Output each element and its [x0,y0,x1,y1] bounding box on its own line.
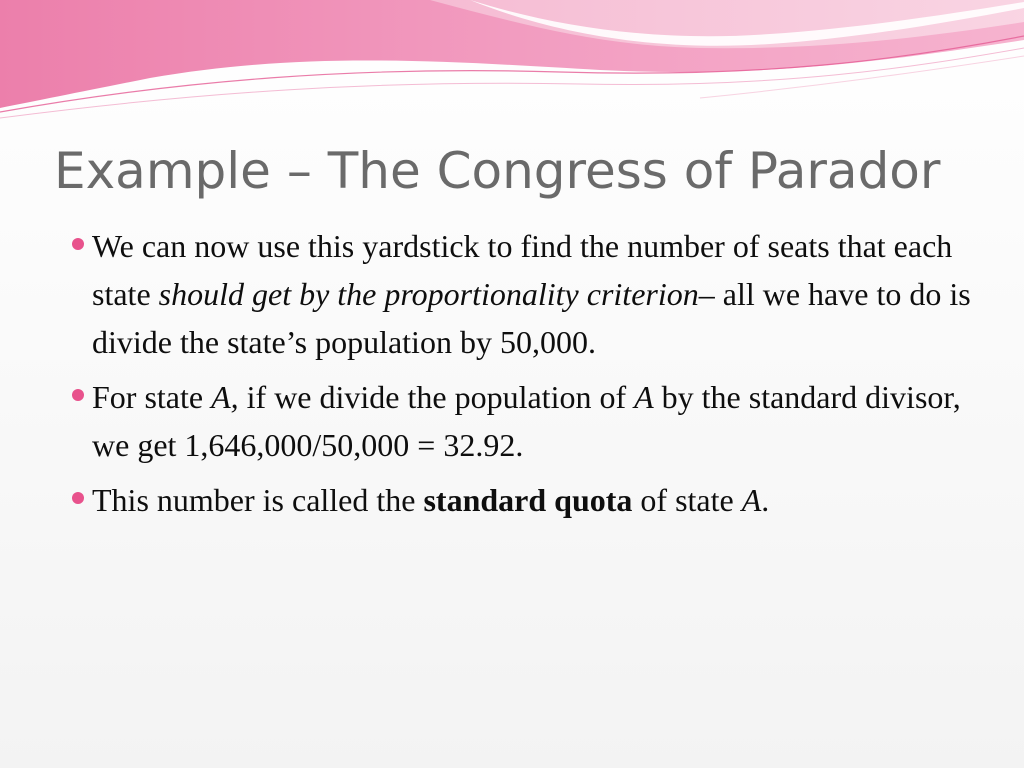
slide-title: Example – The Congress of Parador [54,142,941,200]
bullet-list [72,222,972,531]
bullet-item [72,373,972,469]
bullet-dot-icon [72,238,84,250]
bullet-text-segment: standard quota [423,482,633,518]
bullet-text-segment: – all we have to do is divide the state’s population by 50,000. [92,276,971,360]
bullet-dot-icon [72,492,84,504]
bullet-text-segment: A, [211,379,239,415]
bullet-text-segment: We can now use this yardstick to find the number of seats that each state [92,228,953,312]
bullet-text-segment: by the standard divisor, we get 1,646,000/50,000 = 32.92. [92,379,961,463]
bullet-item [72,222,972,366]
bullet-text-segment: should get by the proportionality criterion [158,276,699,312]
bullet-text-segment: This number is called the [92,482,424,518]
bullet-text-segment: . [761,482,770,518]
bullet-text-segment: of state [632,482,742,518]
bullet-item [72,476,972,524]
bullet-text-segment: For state [92,379,212,415]
bullet-text-segment: A [741,482,762,518]
bullet-text-segment: A [634,379,654,415]
header-wave-decoration [0,0,1024,130]
bullet-dot-icon [72,389,84,401]
bullet-text-segment: if we divide the population of [238,379,635,415]
